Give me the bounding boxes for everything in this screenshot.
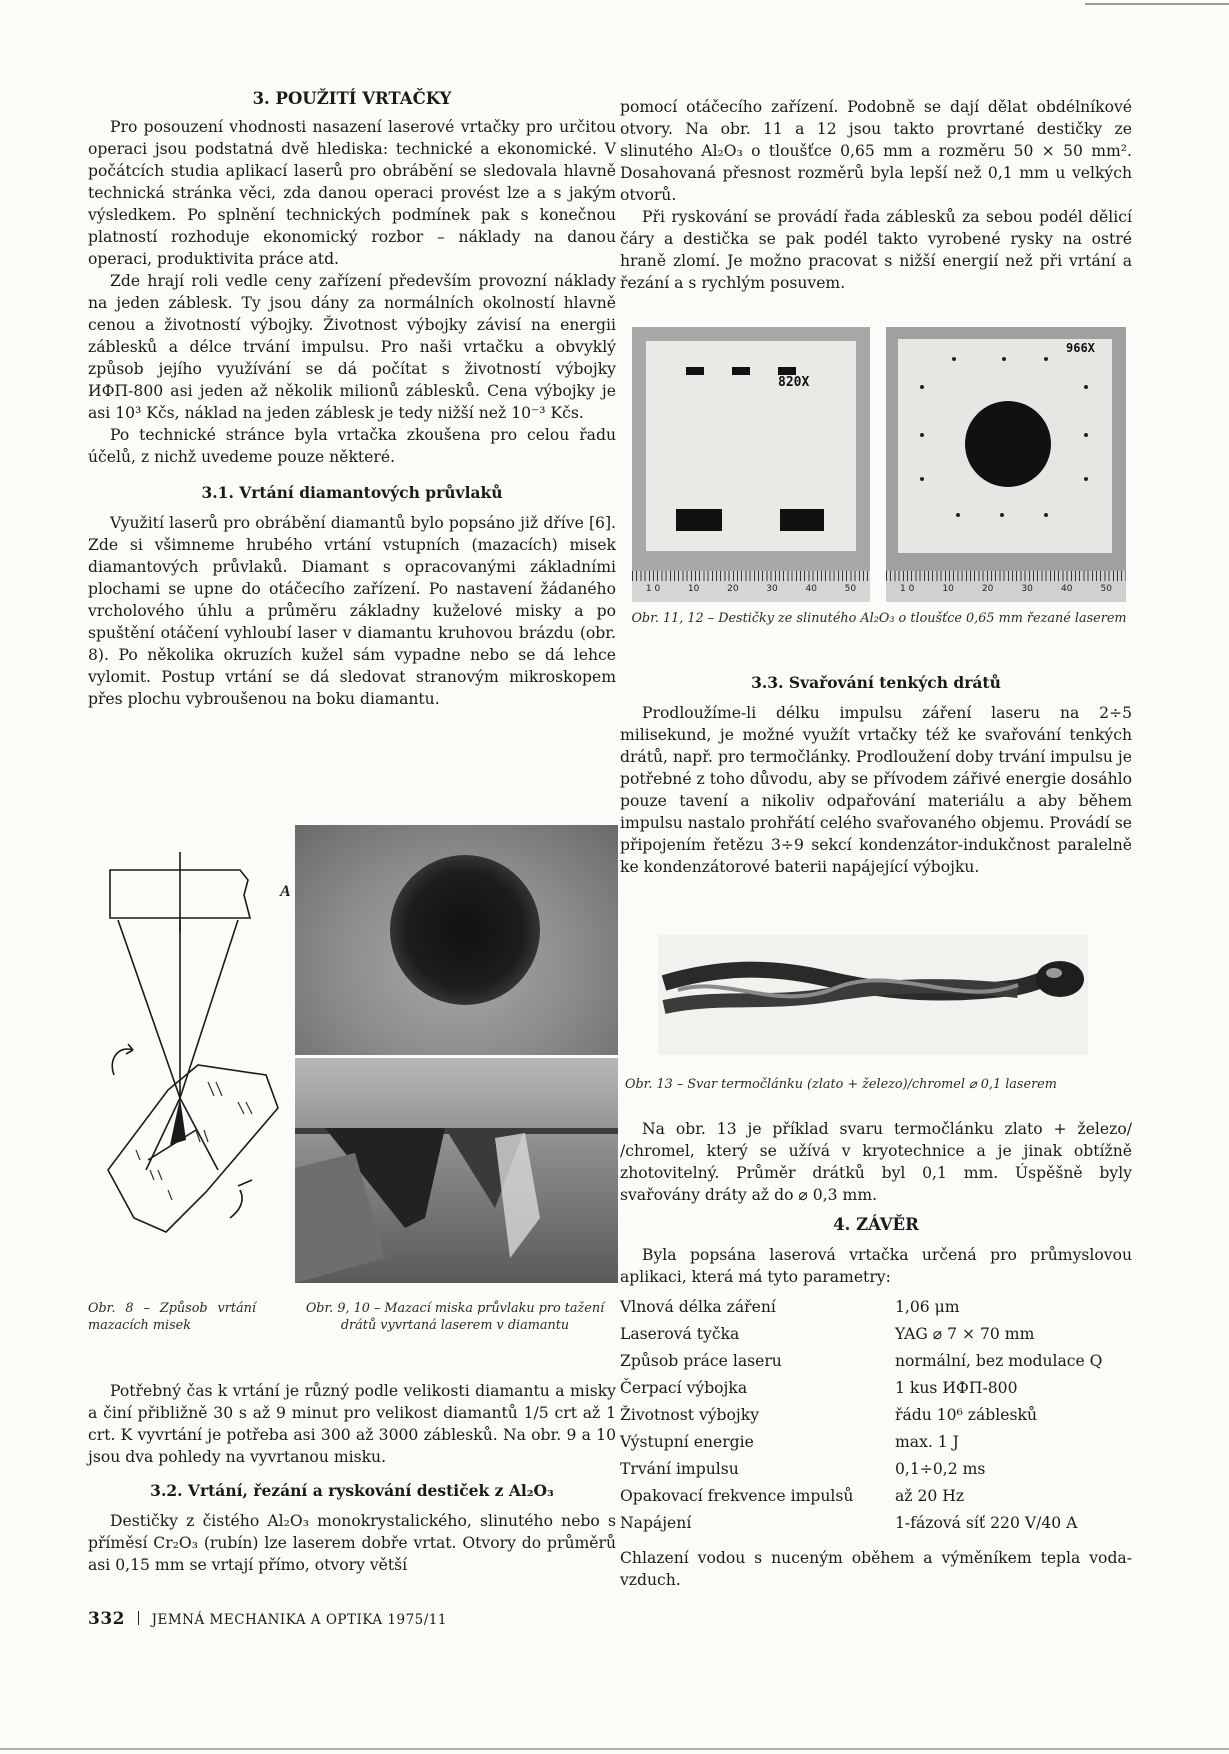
left-column-lower xyxy=(88,1380,616,1576)
fig-8-drilling-diagram xyxy=(88,840,303,1300)
fig-11-magnification: 820X xyxy=(778,375,810,390)
scale-tick-label: 30 xyxy=(766,584,778,594)
table-row xyxy=(620,1321,1132,1348)
param-name: Způsob práce laseru xyxy=(620,1352,782,1370)
table-row xyxy=(620,1483,1132,1510)
fig-8-label-a: A xyxy=(280,883,291,900)
table-row xyxy=(620,1402,1132,1429)
paragraph: Prodloužíme-li délku impulsu záření laseru na 2÷5 milisekund, je možné využít vrtačky též ke svařování tenkých drátů, např. pro termočlánky. Prodloužení doby trvání impulsu je potřebné z toho důvodu, aby se přívodem zářivé energie dosáhlo pouze tavení a nikoliv odpařování materiálu a aby během impulsu nastalo prohřátí celého svařovaného objemu. Provádí se připojením řetězu 3÷9 sekcí kondenzátor-indukčnost paralelně ke kondenzátorové baterii napájející výbojku. xyxy=(620,704,1132,876)
param-name: Trvání impulsu xyxy=(620,1460,739,1478)
paragraph: Při ryskování se provádí řada záblesků za sebou podél dělicí čáry a destička se pak podél takto vyrobené rysky na ostré hraně zlomí. Je možno pracovat s nižší energií než při vrtání a řezání a s rychlým posuvem. xyxy=(620,208,1132,292)
fig-10-photo xyxy=(295,1058,618,1283)
param-name: Opakovací frekvence impulsů xyxy=(620,1487,854,1505)
paragraph: Chlazení vodou s nuceným oběhem a výměníkem tepla voda-vzduch. xyxy=(620,1549,1132,1589)
scale-tick-label: 40 xyxy=(805,584,817,594)
paragraph: Na obr. 13 je příklad svaru termočlánku zlato + železo/ /chromel, který se užívá v kryotechnice a je jinak obtížně zhotovitelný. Průměr drátků byl 0,1 mm. Úspěšně byly svařovány dráty až do ⌀ 0,3 mm. xyxy=(620,1120,1132,1204)
left-column xyxy=(88,88,616,710)
right-column-top xyxy=(620,96,1132,294)
fig-13-photo xyxy=(658,935,1088,1055)
fig-8-caption: Obr. 8 – Způsob vrtání mazacích misek xyxy=(88,1301,256,1333)
fig-9-photo xyxy=(295,825,618,1055)
param-value: 1 kus ИФП-800 xyxy=(895,1379,1018,1397)
section-3-heading: 3. POUŽITÍ VRTAČKY xyxy=(252,89,452,108)
param-name: Vlnová délka záření xyxy=(620,1298,776,1316)
section-3-3-heading: 3.3. Svařování tenkých drátů xyxy=(751,673,1001,692)
page-number: 332 xyxy=(88,1609,125,1629)
param-value: YAG ⌀ 7 × 70 mm xyxy=(895,1325,1035,1343)
fig-11-scale xyxy=(632,571,870,602)
right-column-middle xyxy=(620,660,1132,878)
table-row xyxy=(620,1348,1132,1375)
scale-tick-label: 20 xyxy=(727,584,739,594)
section-3-1-heading: 3.1. Vrtání diamantových průvlaků xyxy=(201,483,503,502)
table-row xyxy=(620,1510,1132,1537)
paragraph: pomocí otáčecího zařízení. Podobně se dají dělat obdélníkové otvory. Na obr. 11 a 12 jsou takto provrtané destičky ze slinutého Al₂O₃ o tloušťce 0,65 mm a rozměru 50 × 50 mm². Dosahovaná přesnost rozměrů byla lepší než 0,1 mm u velkých otvorů. xyxy=(620,98,1132,204)
scale-tick-label: 10 xyxy=(687,584,700,594)
table-row xyxy=(620,1456,1132,1483)
param-value: řádu 10⁶ záblesků xyxy=(895,1406,1037,1424)
paragraph: Zde hrají roli vedle ceny zařízení především provozní náklady na jeden záblesk. Ty jsou dány za normálních okolností hlavně cenou a životností výbojky. Životnost výbojky závisí na energii záblesků a délce trvání impulsu. Pro naši vrtačku a obvyklý způsob jejího využívání se dá počítat s životností výbojky ИФП-800 asi jeden až několik milionů záblesků. Cena výbojky je asi 10³ Kčs, náklad na jeden záblesk je tedy nižší než 10⁻³ Kčs. xyxy=(88,272,616,422)
table-row xyxy=(620,1429,1132,1456)
page-footer xyxy=(88,1609,447,1629)
param-name: Čerpací výbojka xyxy=(620,1379,748,1397)
param-name: Napájení xyxy=(620,1514,692,1532)
footer-divider xyxy=(138,1611,139,1625)
scale-tick-label: 30 xyxy=(1021,584,1033,594)
scan-edge-line xyxy=(0,1748,1229,1750)
scale-tick-label: 20 xyxy=(981,584,994,594)
table-row xyxy=(620,1375,1132,1402)
table-row xyxy=(620,1294,1132,1321)
scale-tick-label: 1 0 xyxy=(645,584,661,594)
scale-tick-label: 50 xyxy=(1100,584,1112,594)
scale-tick-label: 1 0 xyxy=(900,584,915,594)
scan-edge-line xyxy=(1085,3,1229,5)
right-column-lower xyxy=(620,1118,1132,1591)
param-value: normální, bez modulace Q xyxy=(895,1352,1103,1370)
fig-11-12-caption: Obr. 11, 12 – Destičky ze slinutého Al₂O₃ o tloušťce 0,65 mm řezané laserem xyxy=(631,611,1127,626)
param-name: Výstupní energie xyxy=(620,1433,754,1451)
scale-tick-label: 40 xyxy=(1060,584,1073,594)
scale-tick-label: 10 xyxy=(942,584,954,594)
parameters-table xyxy=(620,1294,1132,1537)
fig-12-photo xyxy=(886,327,1126,602)
fig-13-caption: Obr. 13 – Svar termočlánku (zlato + železo)/chromel ⌀ 0,1 laserem xyxy=(625,1077,1057,1092)
fig-11-plate xyxy=(646,341,856,551)
fig-9-10-caption: Obr. 9, 10 – Mazací miska průvlaku pro tažení drátů vyvrtaná laserem v diamantu xyxy=(305,1301,605,1333)
param-value: 0,1÷0,2 ms xyxy=(895,1460,986,1478)
fig-12-scale xyxy=(886,571,1126,602)
paragraph: Potřebný čas k vrtání je různý podle velikosti diamantu a misky a činí přibližně 30 s až 9 minut pro velikost diamantů 1/5 crt až 1 crt. K vyvrtání je potřeba asi 300 až 3000 záblesků. Na obr. 9 a 10 jsou dva pohledy na vyvrtanou misku. xyxy=(88,1382,616,1466)
param-value: až 20 Hz xyxy=(895,1487,965,1505)
fig-11-photo xyxy=(632,327,870,602)
param-name: Laserová tyčka xyxy=(620,1325,740,1343)
param-name: Životnost výbojky xyxy=(620,1406,760,1424)
section-4-heading: 4. ZÁVĚR xyxy=(833,1215,919,1234)
section-3-2-heading: 3.2. Vrtání, řezání a ryskování destiček z Al₂O₃ xyxy=(150,1481,554,1500)
paragraph: Po technické stránce byla vrtačka zkoušena pro celou řadu účelů, z nichž uvedeme pouze některé. xyxy=(88,426,616,466)
journal-name: JEMNÁ MECHANIKA A OPTIKA 1975/11 xyxy=(151,1612,447,1628)
param-value: max. 1 J xyxy=(895,1433,959,1451)
fig-12-magnification: 966X xyxy=(1066,341,1095,355)
paragraph: Využití laserů pro obrábění diamantů bylo popsáno již dříve [6]. Zde si všimneme hrubého vrtání vstupních (mazacích) misek diamantových průvlaků. Diamant s opracovanými základními plochami se upne do otáčecího zařízení. Po nastavení žádaného vrcholového úhlu a průměru základny kuželové misky a po spuštění otáčení vyhloubí laser v diamantu kruhovou brázdu (obr. 8). Po několika okruzích kužel sám vypadne nebo se dá lehce vylomit. Postup vrtání se dá sledovat stranovým mikroskopem přes plochu vybroušenou na boku diamantu. xyxy=(88,514,616,708)
param-value: 1,06 μm xyxy=(895,1298,960,1316)
paragraph: Byla popsána laserová vrtačka určená pro průmyslovou aplikaci, která má tyto parametry: xyxy=(620,1246,1132,1286)
paragraph: Pro posouzení vhodnosti nasazení laserové vrtačky pro určitou operaci jsou podstatná dvě hlediska: technické a ekonomické. V počátcích studia aplikací laserů pro obrábění se sledovala hlavně technická stránka věci, zda danou operaci provést lze a s jakým výsledkem. Po splnění technických podmínek pak s konečnou platností rozhoduje ekonomický rozbor – náklady na danou operaci, produktivita práce atd. xyxy=(88,118,616,268)
param-value: 1-fázová síť 220 V/40 A xyxy=(895,1514,1078,1532)
scale-tick-label: 50 xyxy=(844,584,857,594)
fig-12-plate xyxy=(898,339,1112,553)
paragraph: Destičky z čistého Al₂O₃ monokrystalického, slinutého nebo s příměsí Cr₂O₃ (rubín) lze laserem dobře vrtat. Otvory do průměrů asi 0,15 mm se vrtají přímo, otvory větší xyxy=(88,1512,616,1574)
